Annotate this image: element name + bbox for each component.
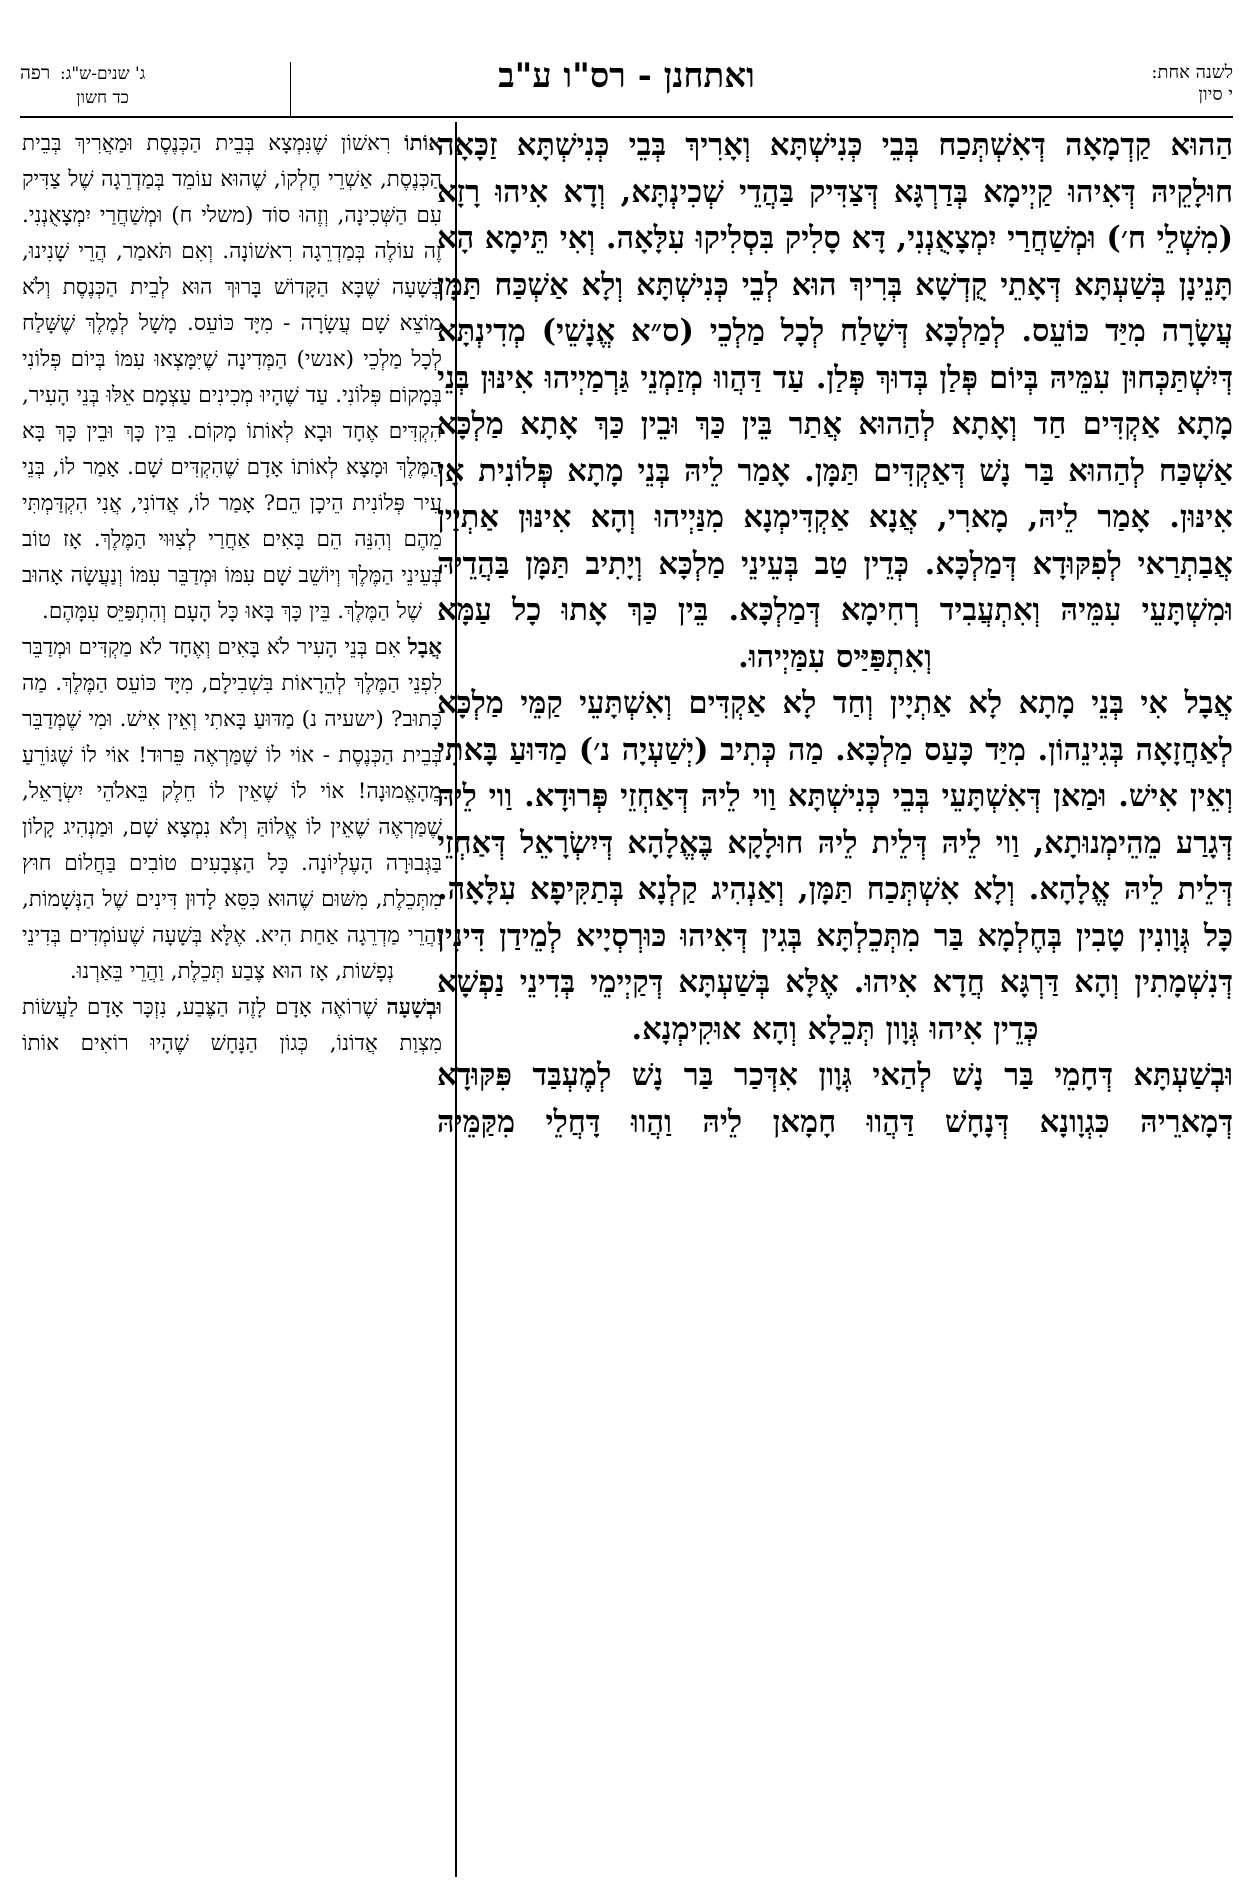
side-paragraph-3 <box>22 990 442 1062</box>
schedule-three-years-date: כד חשון <box>76 88 129 108</box>
schedule-one-year-date: י סיון <box>1198 84 1233 105</box>
side-paragraph-3-lead: וּבְשָׁעָה <box>386 995 442 1020</box>
column-divider <box>455 122 457 1877</box>
main-paragraph-2-lead: אֲבָל <box>1184 685 1233 721</box>
schedule-one-year-label: לשנה אחת: <box>1151 62 1233 83</box>
hebrew-translation-column <box>22 126 442 1882</box>
main-paragraph-1-body: קַדְמָאָה דְּאִשְׁתְּכַח בְּבֵי כְּנִישְׁתָּא וְאָרִיךְ בְּבֵי כְּנִישְׁתָּא זַכָּאָה חוּלָקֵיהּ דְּאִיהוּ קַיְימָא בְּדַרְגָּא דְּצַדִּיק בַּהֲדֵי שְׁכִינְתָּא, וְדָא אִיהוּ רָזָא (מִשְׁלֵי ח׳) וּמְשַׁחֲרַי יִמְצָאֻנְנִי, דָּא סָלִיק בִּסְלִיקוּ עִלָּאָה. וְאִי תֵּימָא הָא תָּנֵינָן בְּשַׁעְתָּא דְּאָתֵי קֻדְשָׁא בְּרִיךְ הוּא לְבֵי כְּנִישְׁתָּא וְלָא אַשְׁכַּח תַּמָּן עֲשָׂרָה מִיַּד כּוֹעֵס. לְמַלְכָּא דְּשָׁלַח לְכָל מַלְכֵי (ס״א אֱנָשֵׁי) מְדִינְתָּא דְּיִשְׁתַּכְּחוּן עִמֵּיהּ בְּיוֹם פְּלַן בְּדוּךְ פְּלַן. עַד דַּהֲווּ מְזַמְנֵי גַּרְמַיְיהוּ אִינּוּן בְּנֵי מָתָא אַקְדִּים חַד וְאָתָא לְהַהוּא אֲתַר בֵּין כַּךְ וּבֵין כַּךְ אָתָא מַלְכָּא אַשְׁכַּח לְהַהוּא בַּר נָשׁ דְּאַקְדִּים תַּמָּן. אָמַר לֵיהּ בְּנֵי מָתָא פְּלוֹנִית אָן אִינּוּן. אָמַר לֵיהּ, מָארִי, אֲנָא אַקְדִּימְנָא מִנַּיְיהוּ וְהָא אִינּוּן אַתְיָין אֲבַתְרַאי לְפִקּוּדָא דְּמַלְכָּא. כְּדֵין טַב בְּעֵינֵי מַלְכָּא וְיָתִיב תַּמָּן בַּהֲדֵיהּ וּמִשְׁתָּעֵי עִמֵּיהּ וְאִתְעֲבִיד רְחִימָא דְּמַלְכָּא. בֵּין כַּךְ אָתוּ כָל עַמָּא וְאִתְפַּיַּיס עִמַּיְיהוּ. <box>437 127 1233 675</box>
page-number: רפה <box>20 62 51 84</box>
side-paragraph-1 <box>22 126 442 630</box>
reading-schedule-three-years <box>60 62 145 110</box>
main-paragraph-1 <box>437 122 1233 680</box>
main-paragraph-3-lead: וּבְשַׁעְתָּא <box>1133 1057 1233 1093</box>
side-paragraph-2-body: אִם בְּנֵי הָעִיר לֹא בָּאִים וְאֶחָד לֹא מַקְדִּים וּמְדַבֵּר לִפְנֵי הַמֶּלֶךְ לְהֵרָאוֹת בִּשְׁבִילָם, מִיָּד כּוֹעֵס הַמֶּלֶךְ. מַה כָּתוּב? (ישעיה נ) מַדּוּעַ בָּאתִי וְאֵין אִישׁ. וּמִי שֶׁמְּדַבֵּר בְּבֵית הַכְּנֶסֶת - אוֹי לוֹ שֶׁמַּרְאֶה פֵּרוּד! אוֹי לוֹ שֶׁגּוֹרֵעַ מֵהָאֱמוּנָה! אוֹי לוֹ שֶׁאֵין לוֹ חֵלֶק בֵּאלֹהֵי יִשְׂרָאֵל, שֶׁמַּרְאֶה שֶׁאֵין לוֹ אֱלוֹהַּ וְלֹא נִמְצָא שָׁם, וּמַנְהִיג קָלוֹן בַּגְּבוּרָה הָעֶלְיוֹנָה. כָּל הַצְּבָעִים טוֹבִים בַּחֲלוֹם חוּץ מִתְּכֵלֶת, מִשּׁוּם שֶׁהוּא כִּסֵּא לָדוּן דִּינִים שֶׁל הַנְּשָׁמוֹת, וַהֲרֵי מַדְרֵגָה אַחַת הִיא. אֶלָּא בְּשָׁעָה שֶׁעוֹמְדִים בְּדִינֵי נְפָשׁוֹת, אָז הוּא צֶבַע תְּכֵלֶת, וַהֲרֵי בֵּאַרְנוּ. <box>22 635 442 984</box>
aramaic-text-column <box>437 122 1233 1882</box>
header-divider <box>290 62 291 118</box>
side-paragraph-2 <box>22 630 442 990</box>
main-paragraph-3 <box>437 1052 1233 1145</box>
main-paragraph-2-body: אִי בְּנֵי מָתָא לָא אַתְיָין וְחַד לָא אַקְדִּים וְאִשְׁתָּעֵי קַמֵּי מַלְכָּא לְאַחֲזָאָה בְּגִינֵהוֹן. מִיַּד כָּעַס מַלְכָּא. מַה כְּתִיב (יְשַׁעְיָה נ׳) מַדּוּעַ בָּאתִי וְאֵין אִישׁ. וּמַאן דְּאִשְׁתָּעֵי בְּבֵי כְּנִישְׁתָּא וַוי לֵיהּ דְּאַחְזֵי פְּרוּדָא. וַוי לֵיהּ דְּגָרַע מֵהֵימְנוּתָא, וַוי לֵיהּ דְּלֵית לֵיהּ חוּלָקָא בֶּאֱלָהָא דְּיִשְׂרָאֵל דְּאַחְזֵי דְּלֵית לֵיהּ אֱלָהָא. וְלָא אִשְׁתְּכַח תַּמָּן, וְאַנְהִיג קַלְנָא בְּתַקִּיפָא עִלָּאָה. כָּל גְּוָונִין טָבִין בְּחֶלְמָא בַּר מִתְּכֵלְתָּא בְּגִין דְּאִיהוּ כּוּרְסְיָיא לְמֵידַן דִּינִין דְּנִשְׁמָתִין וְהָא דַּרְגָּא חֲדָא אִיהוּ. אֶלָּא בְּשַׁעְתָּא דְּקַיְימֵי בְּדִינֵי נַפְשָׁא כְּדֵין אִיהוּ גְּוָון תְּכֵלָא וְהָא אוּקִימְנָא. <box>437 685 1233 1047</box>
main-paragraph-3-body: דְּחָמֵי בַּר נָשׁ לְהַאי גְּוָון אִדְּכַר בַּר נָשׁ לְמֶעְבַּד פִּקּוּדָא דְּמָארֵיהּ כִּגְוָונָא דְּנָחָשׁ דַּהֲווּ חָמָאן לֵיהּ וַהֲווּ דָּחֲלֵי מִקַּמֵּיהּ <box>437 1057 1233 1140</box>
page-title: ואתחנן - רס"ו ע"ב <box>498 56 755 96</box>
side-paragraph-3-body: שֶׁרוֹאֶה אָדָם לָזֶה הַצֶּבַע, נִזְכָּר אָדָם לַעֲשׂוֹת מִצְוַת אֲדוֹנוֹ, כְּגוֹן הַנָּחָשׁ שֶׁהָיוּ רוֹאִים אוֹתוֹ <box>22 995 442 1056</box>
header-rule <box>20 116 1233 118</box>
main-paragraph-1-lead: הַהוּא <box>1170 127 1233 163</box>
side-paragraph-2-lead: אֲבָל <box>407 635 442 660</box>
side-paragraph-1-lead: אוֹתוֹ <box>404 131 442 156</box>
schedule-three-years-label: ג' שנים-ש"ג: <box>60 64 146 84</box>
side-paragraph-1-body: רִאשׁוֹן שֶׁנִּמְצָא בְּבֵית הַכְּנֶסֶת וּמַאֲרִיךְ בְּבֵית הַכְּנֶסֶת, אַשְׁרֵי חֶלְקוֹ, שֶׁהוּא עוֹמֵד בְּמַדְרֵגָה שֶׁל צַדִּיק עִם הַשְּׁכִינָה, וְזֶהוּ סוֹד (משלי ח) וּמְשַׁחֲרַי יִמְצָאֻנְנִי. זֶה עוֹלֶה בְּמַדְרֵגָה רִאשׁוֹנָה. וְאִם תֹּאמַר, הֲרֵי שָׁנִינוּ, בְּשָׁעָה שֶׁבָּא הַקָּדוֹשׁ בָּרוּךְ הוּא לְבֵית הַכְּנֶסֶת וְלֹא מוֹצֵא שָׁם עֲשָׂרָה - מִיָּד כּוֹעֵס. מָשָׁל לְמֶלֶךְ שֶׁשָּׁלַח לְכָל מַלְכֵי (אנשי) הַמְּדִינָה שֶׁיִּמָּצְאוּ עִמּוֹ בְּיוֹם פְּלוֹנִי בְּמָקוֹם פְּלוֹנִי. עַד שֶׁהָיוּ מְכִינִים עַצְמָם אֵלּוּ בְּנֵי הָעִיר, הִקְדִּים אֶחָד וּבָא לְאוֹתוֹ מָקוֹם. בֵּין כָּךְ וּבֵין כָּךְ בָּא הַמֶּלֶךְ וּמָצָא לְאוֹתוֹ אָדָם שֶׁהִקְדִּים שָׁם. אָמַר לוֹ, בְּנֵי עִיר פְּלוֹנִית הֵיכָן הֵם? אָמַר לוֹ, אֲדוֹנִי, אֲנִי הִקְדַּמְתִּי מֵהֶם וְהִנֵּה הֵם בָּאִים אַחֲרַי לְצִוּוּי הַמֶּלֶךְ. אָז טוֹב בְּעֵינֵי הַמֶּלֶךְ וְיוֹשֵׁב שָׁם עִמּוֹ וּמְדַבֵּר עִמּוֹ וְנַעֲשָׂה אָהוּב שֶׁל הַמֶּלֶךְ. בֵּין כָּךְ בָּאוּ כָּל הָעָם וְהִתְפַּיֵּס עִמָּהֶם. <box>22 131 442 624</box>
main-paragraph-2 <box>437 680 1233 1052</box>
page-header <box>20 56 1233 120</box>
